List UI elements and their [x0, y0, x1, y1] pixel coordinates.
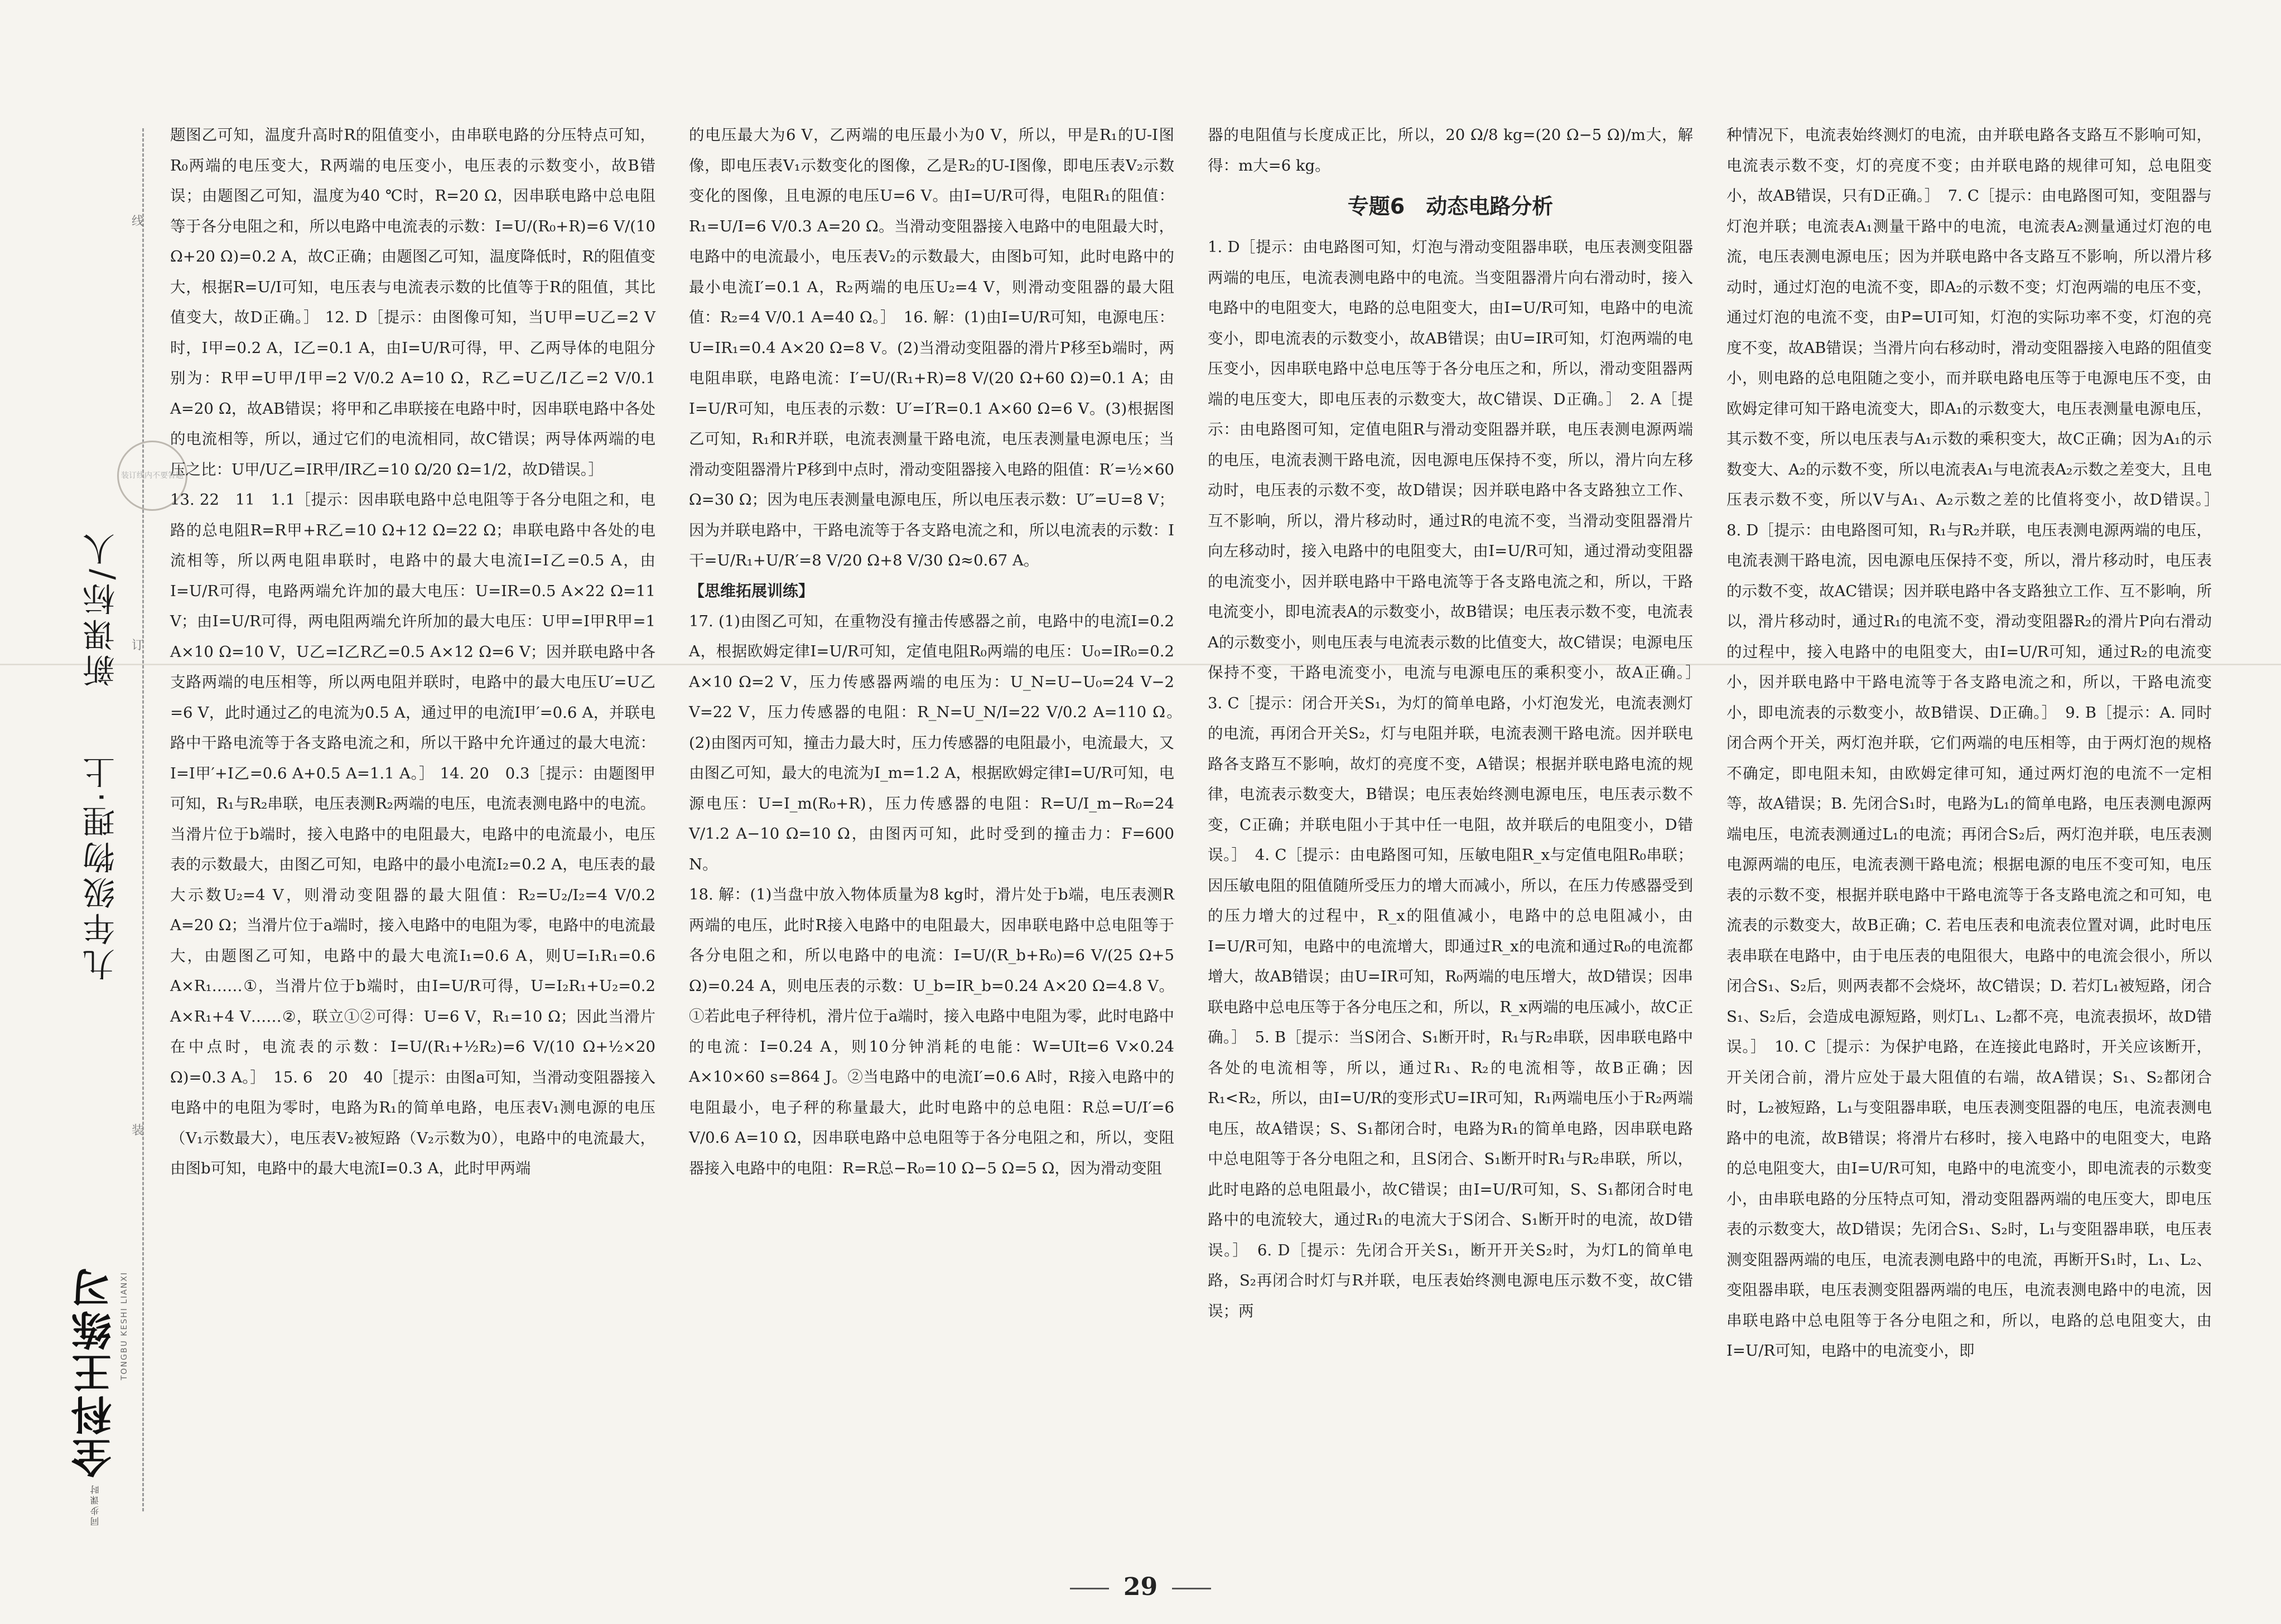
column-4 — [1727, 120, 2227, 1548]
section-subheading: 【思维拓展训练】 — [689, 581, 814, 600]
column-3 — [1208, 120, 1709, 1548]
page-number: 29 — [0, 1573, 2281, 1601]
paragraph: 种情况下，电流表始终测灯的电流，由并联电路各支路互不影响可知，电流表示数不变，灯的亮度不变；由并联电路的规律可知，总电阻变小，故AB错误，只有D正确。］ 7. C［提示：由电路图可知，变阻器与灯泡并联；电流表A₁测量干路中的电流，电流表A₂测量通过灯泡的电流，电压表测电源电压；因为并联电路中各支路互不影响，所以滑片移动时，通过灯泡的电流不变，即A₂的示数不变；灯泡两端的电压不变，通过灯泡的电流不变，由P=UI可知，灯泡的实际功率不变，灯泡的亮度不变，故AB错误；当滑片向右移动时，滑动变阻器接入电路的阻值变小，则电路的总电阻随之变小，而并联电路电压等于电源电压不变，由欧姆定律可知干路电流变大，即A₁的示数变大，电压表测量电源电压，其示数不变，所以电压表与A₁示数的乘积变大，故C正确；因为A₁的示数变大、A₂的示数不变，所以电流表A₁与电流表A₂示数之差变大，且电压表示数不变，所以V与A₁、A₂示数之差的比值将变小，故D错误。］ 8. D［提示：由电路图可知，R₁与R₂并联，电压表测电源两端的电压，电流表测干路电流，因电源电压保持不变，所以，滑片移动时，电压表的示数不变，故AC错误；因并联电路中各支路独立工作、互不影响，所以，滑片移动时，通过R₁的电流不变，滑动变阻器R₂的滑片P向右滑动的过程中，接入电路中的电阻变大，由I=U/R可知，通过R₂的电流变小，因并联电路中干路电流等于各支路电流之和，所以，干路电流变小，即电流表的示数变小，故B错误、D正确。］ 9. B［提示：A. 同时闭合两个开关，两灯泡并联，它们两端的电压相等，由于两灯泡的规格不确定，即电阻未知，由欧姆定律可知，通过两灯泡的电流不一定相等，故A错误；B. 先闭合S₁时，电路为L₁的简单电路，电压表测电源两端电压，电流表测通过L₁的电流；再闭合S₂后，两灯泡并联，电压表测电源两端的电压，电流表测干路电流；根据电源的电压不变可知，电压表的示数不变，根据并联电路中干路电流等于各支路电流之和可知，电流表的示数变大，故B正确；C. 若电压表和电流表位置对调，此时电压表串联在电路中，由于电压表的电阻很大，电路中的电流会很小，所以闭合S₁、S₂后，则两表都不会烧坏，故C错误；D. 若灯L₁被短路，闭合S₁、S₂后，会造成电源短路，则灯L₁、L₂都不亮，电流表损坏，故D错误。］ 10. C［提示：为保护电路，在连接此电路时，开关应该断开，开关闭合前，滑片应处于最大阻值的右端，故A错误；S₁、S₂都闭合时，L₂被短路，L₁与变阻器串联，电压表测变阻器的电压，电流表测电路中的电流，故B错误；将滑片右移时，接入电路中的电阻变大，电路的总电阻变大，由I=U/R可知，电路中的电流变小，即电流表的示数变小，由串联电路的分压特点可知，滑动变阻器两端的电压变大，即电压表的示数变大，故D错误；先闭合S₁、S₂时，L₁与变阻器串联，电压表测变阻器两端的电压，电流表测电路中的电流，再断开S₁时，L₁、L₂、变阻器串联，电压表测变阻器两端的电压，电流表测电路中的电流，因串联电路中总电阻等于各分电阻之和，所以，电路的总电阻变大，由I=U/R可知，电路中的电流变小，即 — [1727, 126, 2227, 1360]
binding-stamp-icon: 装订线内不要答题 — [117, 441, 187, 511]
brand-tagline: 同步课时 — [89, 1483, 100, 1526]
brand-logo — [73, 1266, 117, 1545]
cut-label-install: 装 — [132, 1124, 144, 1138]
paragraph: 1. D［提示：由电路图可知，灯泡与滑动变阻器串联，电压表测变阻器两端的电压，电流表测电路中的电流。当变阻器滑片向右滑动时，接入电路中的电阻变大，电路的总电阻变大，由I=U/R可知，电路中的电流变小，即电流表的示数变小，故AB错误；由U=IR可知，灯泡两端的电压变小，因串联电路中总电压等于各分电压之和，所以，滑动变阻器两端的电压变大，即电压表的示数变大，故C错误、D正确。］ 2. A［提示：由电路图可知，定值电阻R与滑动变阻器并联，电压表测电源两端的电压，电流表测干路电流，因电源电压保持不变，所以，滑片向左移动时，电压表的示数不变，故D错误；因并联电路中各支路独立工作、互不影响，所以，滑片移动时，通过R的电流不变，当滑动变阻器滑片向左移动时，接入电路中的电阻变大，由I=U/R可知，通过滑动变阻器的电流变小，因并联电路中干路电流等于各支路电流之和，所以，干路电流变小，即电流表A的示数变小，故B错误；电压表示数不变，电流表A的示数变小，则电压表与电流表示数的比值变大，故C错误；电源电压保持不变，干路电流变小，电流与电源电压的乘积变小，故A正确。］ 3. C［提示：闭合开关S₁，为灯的简单电路，小灯泡发光，电流表测灯的电流，再闭合开关S₂，灯与电阻并联，电流表测干路电流。因并联电路各支路互不影响，故灯的亮度不变，A错误；根据并联电路电流的规律，电流表示数变大，B错误；电压表始终测电源电压，电压表示数不变，C正确；并联电阻小于其中任一电阻，故并联后的电阻变小，D错误。］ 4. C［提示：由电路图可知，压敏电阻R_x与定值电阻R₀串联；因压敏电阻的阻值随所受压力的增大而减小，所以，在压力传感器受到的压力增大的过程中，R_x的阻值减小，电路中的总电阻减小，由I=U/R可知，电路中的电流增大，即通过R_x的电流和通过R₀的电流都增大，故AB错误；由U=IR可知，R₀两端的电压增大，故D错误；因串联电路中总电压等于各分电压之和，所以，R_x两端的电压减小，故C正确。］ 5. B［提示：当S闭合、S₁断开时，R₁与R₂串联，因串联电路中各处的电流相等，所以，通过R₁、R₂的电流相等，故B正确；因R₁<R₂，所以，由I=U/R的变形式U=IR可知，R₁两端电压小于R₂两端电压，故A错误；S、S₁都闭合时，电路为R₁的简单电路，因串联电路中总电阻等于各分电阻之和，且S闭合、S₁断开时R₁与R₂串联，所以，此时电路的总电阻最小，故C错误；由I=U/R可知，S、S₁都闭合时电路中的电流较大，通过R₁的电流大于S闭合、S₁断开时的电流，故D错误。］ 6. D［提示：先闭合开关S₁，断开开关S₂时，为灯L的简单电路，S₂再闭合时灯与R并联，电压表始终测电源电压示数不变，故C错误；两 — [1208, 238, 1709, 1320]
cut-label-line: 线 — [132, 215, 144, 229]
book-title: 九年级物理·上 — [83, 753, 120, 981]
paragraph: 13. 22 11 1.1［提示：因串联电路中总电阻等于各分电阻之和，电路的总电阻R=R甲+R乙=10 Ω+12 Ω=22 Ω；串联电路中各处的电流相等，所以两电阻串联时，电路中的最大电流I=I乙=0.5 A，由I=U/R可得，电路两端允许加的最大电压：U=IR=0.5 A×22 Ω=11 V；由I=U/R可得，两电阻两端允许所加的最大电压：U甲=I甲R甲=1 A×10 Ω=10 V，U乙=I乙R乙=0.5 A×12 Ω=6 V；因并联电路中各支路两端的电压相等，所以两电阻并联时，电路中的最大电压U′=U乙=6 V，此时通过乙的电流为0.5 A，通过甲的电流I甲′=0.6 A，并联电路中干路电流等于各支路电流之和，所以干路中允许通过的最大电流：I=I甲′+I乙=0.6 A+0.5 A=1.1 A。］ 14. 20 0.3［提示：由题图甲可知，R₁与R₂串联，电压表测R₂两端的电压，电流表测电路中的电流。当滑片位于b端时，接入电路中的电阻最大，电路中的电流最小，电压表的示数最大，由图乙可知，电路中的最小电流I₂=0.2 A，电压表的最大示数U₂=4 V，则滑动变阻器的最大阻值：R₂=U₂/I₂=4 V/0.2 A=20 Ω；当滑片位于a端时，接入电路中的电阻为零，电路中的电流最大，由题图乙可知，电路中的最大电流I₁=0.6 A，则U=I₁R₁=0.6 A×R₁……①，当滑片位于b端时，由I=U/R可得，U=I₂R₁+U₂=0.2 A×R₁+4 V……②，联立①②可得：U=6 V，R₁=10 Ω；因此当滑片在中点时，电流表的示数：I=U/(R₁+½R₂)=6 V/(10 Ω+½×20 Ω)=0.3 A。］ 15. 6 20 40［提示：由图a可知，当滑动变阻器接入电路中的电阻为零时，电路为R₁的简单电路，电压表V₁测电源的电压（V₁示数最大），电压表V₂被短路（V₂示数为0），电路中的电流最大，由图b可知，电路中的最大电流I=0.3 A，此时甲两端 — [170, 491, 655, 1177]
topic-heading: 专题6 动态电路分析 — [1347, 194, 1554, 219]
brand-name: 全科王练习 — [71, 1266, 118, 1478]
edition-label: 新课标/人 — [83, 530, 120, 687]
brand-pinyin: TONGBU KESHI LIANXI — [120, 1272, 129, 1380]
column-2 — [689, 120, 1190, 1548]
paragraph: 的电压最大为6 V，乙两端的电压最小为0 V，所以，甲是R₁的U-I图像，即电压表V₁示数变化的图像，乙是R₂的U-I图像，即电压表V₂示数变化的图像，且电源的电压U=6 V。由I=U/R可得，电阻R₁的阻值：R₁=U/I=6 V/0.3 A=20 Ω。当滑动变阻器接入电路中的电阻最大时，电路中的电流最小，电压表V₂的示数最大，由图b可知，此时电路中的最小电流I′=0.1 A，R₂两端的电压U₂=4 V，则滑动变阻器的最大阻值：R₂=4 V/0.1 A=40 Ω。］ 16. 解：(1)由I=U/R可知，电源电压：U=IR₁=0.4 A×20 Ω=8 V。(2)当滑动变阻器的滑片P移至b端时，两电阻串联，电路电流：I′=U/(R₁+R)=8 V/(20 Ω+60 Ω)=0.1 A；由I=U/R可知，电压表的示数：U′=I′R=0.1 A×60 Ω=6 V。(3)根据图乙可知，R₁和R并联，电流表测量干路电流，电压表测量电源电压；当滑动变阻器滑片P移到中点时，滑动变阻器接入电路的阻值：R′=½×60 Ω=30 Ω；因为电压表测量电源电压，所以电压表示数：U″=U=8 V；因为并联电路中，干路电流等于各支路电流之和，所以电流表的示数：I干=U/R₁+U/R′=8 V/20 Ω+8 V/30 Ω≈0.67 A。 — [689, 126, 1174, 569]
answer-columns — [170, 120, 2227, 1548]
binding-dashed-line — [142, 128, 144, 1511]
paragraph: 题图乙可知，温度升高时R的阻值变小，由串联电路的分压特点可知，R₀两端的电压变大，R两端的电压变小，电压表的示数变小，故B错误；由题图乙可知，温度为40 ℃时，R=20 Ω，因串联电路中总电阻等于各分电阻之和，所以电路中电流表的示数：I=U/(R₀+R)=6 V/(10 Ω+20 Ω)=0.2 A，故C正确；由题图乙可知，温度降低时，R的阻值变大，根据R=U/I可知，电压表与电流表示数的比值等于R的阻值，其比值变大，故D正确。］ 12. D［提示：由图像可知，当U甲=U乙=2 V时，I甲=0.2 A，I乙=0.1 A，由I=U/R可得，甲、乙两导体的电阻分别为：R甲=U甲/I甲=2 V/0.2 A=10 Ω，R乙=U乙/I乙=2 V/0.1 A=20 Ω，故AB错误；将甲和乙串联接在电路中时，因串联电路中各处的电流相等，所以，通过它们的电流相同，故C错误；两导体两端的电压之比：U甲/U乙=IR甲/IR乙=10 Ω/20 Ω=1/2，故D错误。］ — [170, 126, 655, 478]
paragraph: 18. 解：(1)当盘中放入物体质量为8 kg时，滑片处于b端，电压表测R两端的电压，此时R接入电路中的电阻最大，因串联电路中总电阻等于各分电阻之和，所以电路中的电流：I=U/(R_b+R₀)=6 V/(25 Ω+5 Ω)=0.24 A，则电压表的示数：U_b=IR_b=0.24 A×20 Ω=4.8 V。①若此电子秤待机，滑片位于a端时，接入电路中电阻为零，此时电路中的电流：I=0.24 A，则10分钟消耗的电能：W=UIt=6 V×0.24 A×10×60 s=864 J。②当电路中的电流I′=0.6 A时，R接入电路中的电阻最小，电子秤的称量最大，此时电路中的总电阻：R总=U/I′=6 V/0.6 A=10 Ω，因串联电路中总电阻等于各分电阻之和，所以，变阻器接入电路中的电阻：R=R总−R₀=10 Ω−5 Ω=5 Ω，因为滑动变阻 — [689, 886, 1174, 1177]
cut-label-bind: 订 — [132, 639, 144, 652]
column-1 — [170, 120, 655, 1548]
binding-spine — [0, 0, 139, 1624]
paragraph: 器的电阻值与长度成正比，所以，20 Ω/8 kg=(20 Ω−5 Ω)/m大，解得：m大=6 kg。 — [1208, 126, 1693, 175]
paragraph: 17. (1)由图乙可知，在重物没有撞击传感器之前，电路中的电流I=0.2 A，根据欧姆定律I=U/R可知，定值电阻R₀两端的电压：U₀=IR₀=0.2 A×10 Ω=2 V，压力传感器两端的电压为：U_N=U−U₀=24 V−2 V=22 V，压力传感器的电阻：R_N=U_N/I=22 V/0.2 A=110 Ω。 (2)由图丙可知，撞击力最大时，压力传感器的电阻最小，电流最大，又由图乙可知，最大的电流为I_m=1.2 A，根据欧姆定律I=U/R可知，电源电压：U=I_m(R₀+R)，压力传感器的电阻：R=U/I_m−R₀=24 V/1.2 A−10 Ω=10 Ω，由图丙可知，此时受到的撞击力：F=600 N。 — [689, 612, 1190, 873]
